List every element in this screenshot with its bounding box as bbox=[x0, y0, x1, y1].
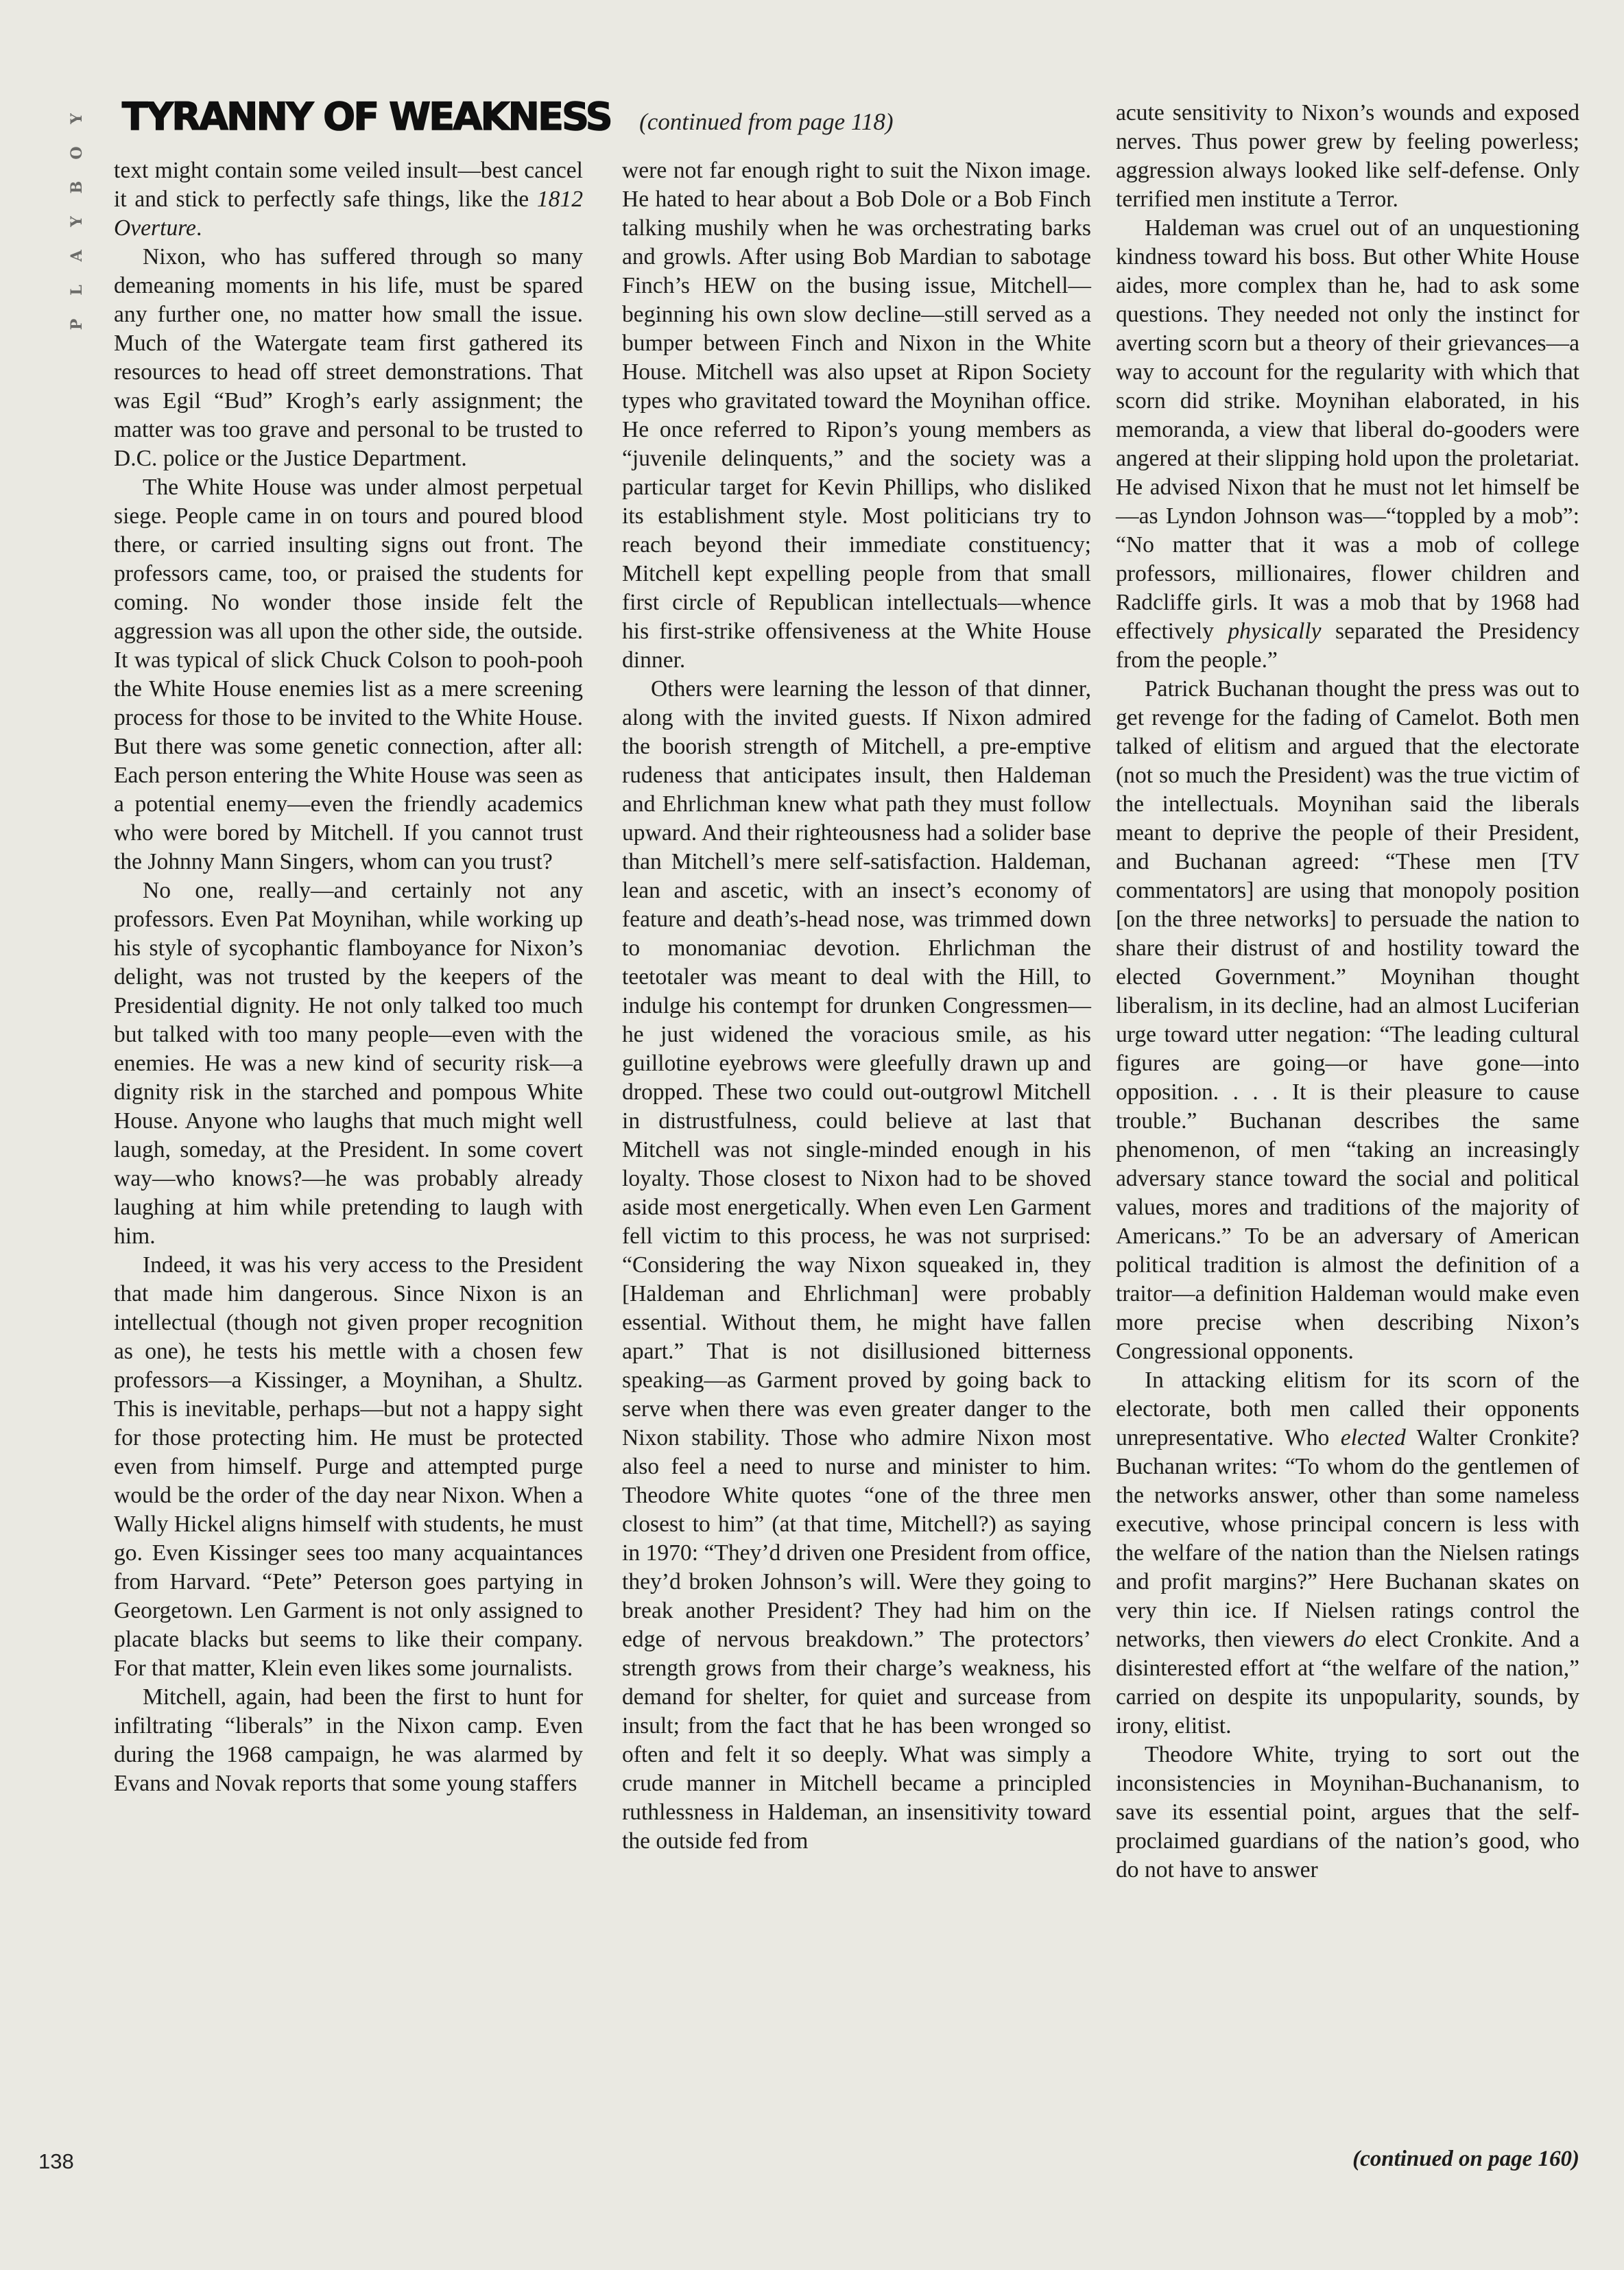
italic-text-run: elected bbox=[1340, 1425, 1406, 1450]
article-paragraph bbox=[114, 876, 583, 1251]
text-column-3 bbox=[1116, 99, 1579, 1885]
italic-text-run: 1812 Overture bbox=[114, 187, 583, 241]
magazine-name-letter: P bbox=[68, 318, 86, 331]
article-paragraph bbox=[114, 1251, 583, 1683]
magazine-name-letter: B bbox=[68, 180, 86, 194]
text-run: Haldeman was cruel out of an unquestioning kindness toward his boss. But other White House aides, more complex than he, had to ask some questions. They needed not only the instinct for averting scorn but a theory of their grievances—a way to account for the regularity with which that scorn did strike. Moynihan elaborated, in his memoranda, a view that liberal do-gooders were angered at their slipping hold upon the proletariat. He advised Nixon that he must not let himself be—as Lyndon Johnson was—“toppled by a mob”: “No matter that it was a mob of college professors, millionaires, flower children and Radcliffe girls. It was a mob that by 1968 had effectively bbox=[1116, 215, 1579, 644]
text-run: . bbox=[195, 215, 202, 241]
text-run: Nixon, who has suffered through so many demeaning moments in his life, must be spared any further one, no matter how small the issue. Much of the Watergate team first gathered its resources to head off street demonstrations. That was Egil “Bud” Krogh’s early assignment; the matter was too grave and personal to be trusted to D.C. police or the Justice Department. bbox=[114, 244, 583, 471]
text-run: Others were learning the lesson of that dinner, along with the invited guests. If Nixon admired the boorish strength of Mitchell, a pre-emptive rudeness that anticipates insult, then Haldeman and Ehrlichman knew what path they must follow upward. And their righteousness had a solider base than Mitchell’s mere self-satisfaction. Haldeman, lean and ascetic, with an insect’s economy of feature and death’s-head nose, was trimmed down to monomaniac devotion. Ehrlichman the teetotaler was meant to deal with the Hill, to indulge his contempt for drunken Congressmen—he just widened the voracious smile, as his guillotine eyebrows were gleefully drawn up and dropped. These two could out-outgrowl Mitchell in distrustfulness, could believe at last that Mitchell was not single-minded enough in his loyalty. Those closest to Nixon had to be shoved aside most energetically. When even Len Garment fell victim to this process, he was not surprised: “Considering the way Nixon squeaked in, they [Haldeman and Ehrlichman] were probably essential. Without them, he might have fallen apart.” That is not disillusioned bitterness speaking—as Garment proved by going back to serve when there was even greater danger to the Nixon stability. Those who admire Nixon most also feel a need to nurse and minister to him. Theodore White quotes “one of the three men closest to him” (at that time, Mitchell?) as saying in 1970: “They’d driven one President from office, they’d broken Johnson’s will. Were they going to break another President? They had him on the edge of nervous breakdown.” The protectors’ strength grows from their charge’s weakness, his demand for shelter, for quiet and surcease from insult; from the fact that he has been wronged so often and felt it so deeply. What was simply a crude manner in Mitchell became a principled ruthlessness in Haldeman, an insensitivity toward the outside fed from bbox=[622, 676, 1091, 1854]
text-run: Mitchell, again, had been the first to hunt for infiltrating “liberals” in the Nixon camp. Even during the 1968 campaign, he was alarmed by Evans and Novak reports that some young staffers bbox=[114, 1684, 583, 1796]
text-run: Patrick Buchanan thought the press was out to get revenge for the fading of Camelot. Both men talked of elitism and argued that the electorate (not so much the President) was the true victim of the intellectuals. Moynihan said the liberals meant to deprive the people of their President, and Buchanan agreed: “These men [TV commentators] are using that monopoly position [on the three networks] to persuade the nation to share their distrust of and hostility toward the elected Government.” Moynihan thought liberalism, in its decline, had an almost Luciferian urge toward utter negation: “The leading cultural figures are going—or have gone—into opposition. . . . It is their pleasure to cause trouble.” Buchanan describes the same phenomenon, of men “taking an increasingly adversary stance toward the social and political values, mores and traditions of the majority of Americans.” To be an adversary of American political tradition is almost the definition of a traitor—a definition Haldeman would make even more precise when describing Nixon’s Congressional opponents. bbox=[1116, 676, 1579, 1364]
article-title: TYRANNY OF WEAKNESS bbox=[122, 95, 612, 139]
text-run: acute sensitivity to Nixon’s wounds and exposed nerves. Thus power grew by feeling powerless; aggression always looked like self-defense. Only terrified men institute a Terror. bbox=[1116, 100, 1579, 212]
italic-text-run: physically bbox=[1228, 619, 1322, 644]
magazine-name-letter: A bbox=[68, 250, 86, 262]
magazine-name-letter: Y bbox=[68, 113, 86, 124]
article-paragraph bbox=[622, 675, 1091, 1856]
magazine-name-vertical bbox=[63, 101, 91, 342]
article-paragraph bbox=[1116, 214, 1579, 675]
text-run: elect Cronkite. And a disinterested effort at “the welfare of the nation,” carried on despite its unpopularity, sounds, by irony, elitist. bbox=[1116, 1627, 1579, 1739]
text-column-1 bbox=[114, 156, 583, 1798]
continued-on-note: (continued on page 160) bbox=[1352, 2147, 1579, 2171]
continued-from-note: (continued from page 118) bbox=[639, 108, 894, 135]
article-headline bbox=[122, 95, 1096, 150]
article-paragraph bbox=[1116, 1366, 1579, 1741]
text-run: Walter Cronkite? Buchanan writes: “To whom do the gentlemen of the networks answer, other than some nameless executive, whose principal concern is less with the welfare of the nation than the Nielsen ratings and profit margins?” Here Buchanan skates on very thin ice. If Nielsen ratings control the networks, then viewers bbox=[1116, 1425, 1580, 1652]
italic-text-run: do bbox=[1343, 1627, 1367, 1652]
article-paragraph bbox=[1116, 99, 1579, 214]
magazine-name-letter: O bbox=[68, 146, 86, 160]
text-run: were not far enough right to suit the Nixon image. He hated to hear about a Bob Dole or a Bob Finch talking mushily when he was orchestrating barks and growls. After using Bob Mardian to sabotage Finch’s HEW on the busing issue, Mitchell—beginning his own slow decline—still served as a bumper between Finch and Nixon in the White House. Mitchell was also upset at Ripon Society types who gravitated toward the Moynihan office. He once referred to Ripon’s young members as “juvenile delinquents,” and the society was a particular target for Kevin Phillips, who disliked its establishment style. Most politicians try to reach beyond their immediate constituency; Mitchell kept expelling people from that small first circle of Republican intellectuals—whence his first-strike offensiveness at the White House dinner. bbox=[622, 158, 1091, 673]
text-run: text might contain some veiled insult—best cancel it and stick to perfectly safe things, like the bbox=[114, 158, 583, 212]
article-paragraph bbox=[114, 1683, 583, 1798]
text-run: The White House was under almost perpetual siege. People came in on tours and poured blood there, or carried insulting signs out front. The professors came, too, or praised the students for coming. No wonder those inside felt the aggression was all upon the other side, the outside. It was typical of slick Chuck Colson to pooh-pooh the White House enemies list as a mere screening process for those to be invited to the White House. But there was some genetic connection, after all: Each person entering the White House was seen as a potential enemy—even the friendly academics who were bored by Mitchell. If you cannot trust the Johnny Mann Singers, whom can you trust? bbox=[114, 475, 583, 874]
text-run: Theodore White, trying to sort out the inconsistencies in Moynihan-Buchananism, to save its essential point, argues that the self-proclaimed guardians of the nation’s good, who do not have to answer bbox=[1116, 1742, 1579, 1883]
article-paragraph bbox=[114, 473, 583, 876]
text-run: In attacking elitism for its scorn of the electorate, both men called their opponents unrepresentative. Who bbox=[1116, 1367, 1579, 1450]
magazine-name-letter: Y bbox=[68, 216, 86, 227]
article-paragraph bbox=[114, 243, 583, 473]
magazine-name-letter: L bbox=[68, 285, 86, 296]
text-run: separated the Presidency from the people.” bbox=[1116, 619, 1579, 673]
text-run: No one, really—and certainly not any professors. Even Pat Moynihan, while working up his style of sycophantic flamboyance for Nixon’s delight, was not trusted by the keepers of the Presidential dignity. He not only talked too much but talked with too many people—even with the enemies. He was a new kind of security risk—a dignity risk in the starched and pompous White House. Anyone who laughs that much might well laugh, someday, at the President. In some covert way—who knows?—he was probably already laughing at him while pretending to laugh with him. bbox=[114, 878, 583, 1249]
text-run: Indeed, it was his very access to the President that made him dangerous. Since Nixon is an intellectual (though not given proper recognition as one), he tests his mettle with a chosen few professors—a Kissinger, a Moynihan, a Shultz. This is inevitable, perhaps—but not a happy sight for those protecting him. He must be protected even from himself. Purge and attempted purge would be the order of the day near Nixon. When a Wally Hickel aligns himself with students, he must go. Even Kissinger sees too many acquaintances from Harvard. “Pete” Peterson goes partying in Georgetown. Len Garment is not only assigned to placate blacks but seems to like their company. For that matter, Klein even likes some journalists. bbox=[114, 1252, 583, 1681]
article-paragraph bbox=[1116, 1741, 1579, 1885]
article-paragraph bbox=[1116, 675, 1579, 1366]
text-column-2 bbox=[622, 156, 1091, 1856]
article-paragraph bbox=[622, 156, 1091, 675]
page-number: 138 bbox=[38, 2149, 74, 2173]
article-paragraph bbox=[114, 156, 583, 243]
